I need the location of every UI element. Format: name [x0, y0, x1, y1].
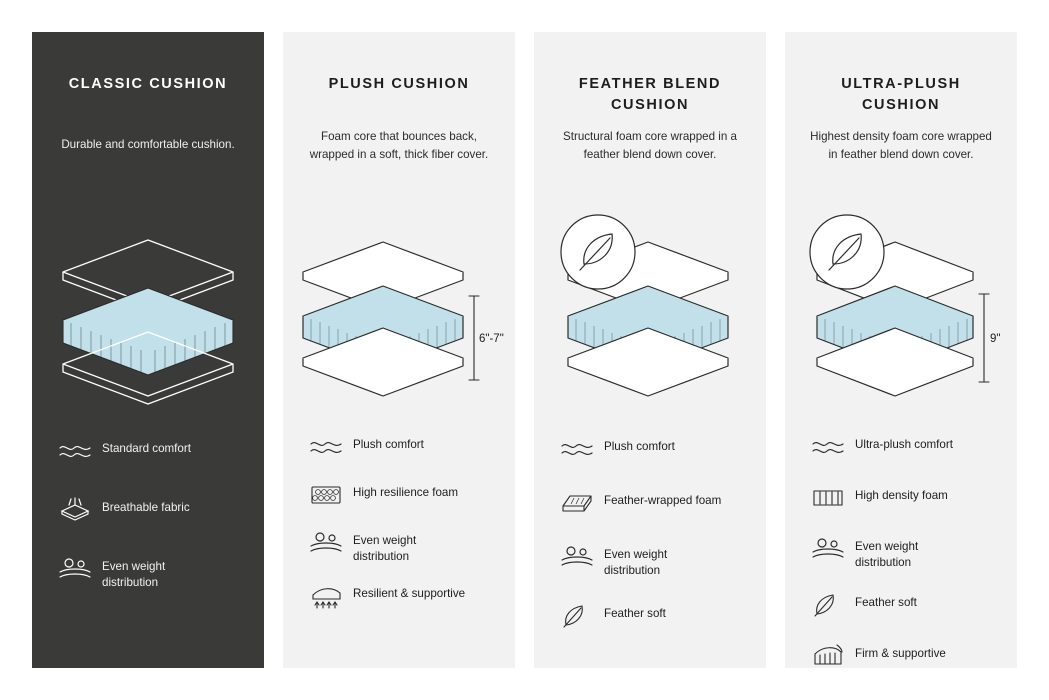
leaf-icon [811, 590, 855, 620]
card-title: ULTRA-PLUSH CUSHION [841, 76, 961, 114]
dimension-marker [979, 294, 989, 382]
card-ultra-plush-cushion[interactable] [785, 32, 1017, 668]
card-title: FEATHER BLEND CUSHION [578, 76, 722, 114]
dimension-label: 6"-7" [479, 333, 504, 345]
feature-item [560, 542, 750, 579]
high-resilience-foam-icon [309, 480, 353, 510]
feature-item [58, 554, 248, 591]
card-plush-cushion[interactable] [283, 32, 515, 668]
even-weight-icon [309, 528, 353, 558]
card-description: Structural foam core wrapped in a feather blend down cover. [563, 130, 737, 161]
wave-comfort-icon [811, 432, 855, 462]
even-weight-icon [811, 534, 855, 564]
feature-item [309, 480, 499, 512]
feature-label: Even weight distribution [855, 540, 919, 569]
feature-item [309, 528, 499, 565]
card-description: Highest density foam core wrapped in feather blend down cover. [810, 130, 992, 161]
feature-label: Resilient & supportive [353, 586, 466, 600]
wave-comfort-icon [560, 434, 604, 464]
exploded-cushion-illustration [534, 210, 766, 410]
card-title: PLUSH CUSHION [328, 76, 470, 92]
breathable-fabric-icon [58, 495, 102, 525]
feature-list [560, 434, 750, 655]
even-weight-icon [560, 542, 604, 572]
feature-label: Feather soft [855, 595, 917, 609]
feature-label: Breathable fabric [102, 501, 190, 514]
feature-list [58, 436, 248, 618]
feature-item [811, 641, 1001, 668]
feature-label: Feather-wrapped foam [604, 494, 722, 507]
feature-label: Even weight distribution [102, 560, 166, 589]
cards-row [32, 32, 1017, 668]
resilient-supportive-icon [309, 581, 353, 611]
feature-list [811, 432, 1001, 668]
dimension-marker [469, 296, 479, 380]
card-feather-blend-cushion[interactable] [534, 32, 766, 668]
cushion-layer-diagram [534, 210, 766, 420]
feature-item [560, 601, 750, 633]
card-classic-cushion[interactable] [32, 32, 264, 668]
exploded-cushion-illustration [283, 210, 515, 410]
wave-comfort-icon [58, 436, 102, 466]
feature-item [811, 432, 1001, 464]
feature-item [811, 534, 1001, 571]
exploded-cushion-illustration [43, 210, 253, 410]
feature-label: Ultra-plush comfort [855, 438, 953, 451]
card-title: CLASSIC CUSHION [68, 76, 228, 92]
feature-item [560, 488, 750, 520]
feather-wrapped-foam-icon [560, 488, 604, 518]
cushion-layer-diagram [785, 210, 1017, 420]
feature-label: Even weight distribution [353, 534, 417, 563]
feature-item [58, 436, 248, 468]
firm-supportive-icon [811, 641, 855, 668]
feature-list [309, 432, 499, 629]
leaf-badge [810, 215, 884, 289]
card-description: Foam core that bounces back, wrapped in a soft, thick fiber cover. [309, 130, 489, 161]
dimension-label: 9" [990, 333, 1001, 345]
card-description: Durable and comfortable cushion. [61, 138, 235, 151]
feature-item [58, 495, 248, 527]
high-density-foam-icon [811, 483, 855, 513]
feature-item [811, 483, 1001, 515]
wave-comfort-icon [309, 432, 353, 462]
feature-item [560, 434, 750, 466]
feature-label: Firm & supportive [855, 646, 946, 660]
leaf-icon [560, 601, 604, 631]
leaf-badge [561, 215, 635, 289]
feature-item [309, 581, 499, 613]
feature-label: High resilience foam [353, 486, 459, 499]
exploded-cushion-illustration [785, 210, 1017, 410]
feature-label: High density foam [855, 489, 948, 502]
feature-label: Even weight distribution [604, 548, 668, 577]
cushion-layer-diagram [283, 210, 515, 420]
cushion-layer-diagram [32, 210, 264, 420]
feature-item [811, 590, 1001, 622]
feature-label: Feather soft [604, 606, 666, 620]
even-weight-icon [58, 554, 102, 584]
feature-label: Plush comfort [353, 438, 424, 451]
feature-item [309, 432, 499, 464]
feature-label: Standard comfort [102, 442, 191, 455]
feature-label: Plush comfort [604, 440, 675, 453]
